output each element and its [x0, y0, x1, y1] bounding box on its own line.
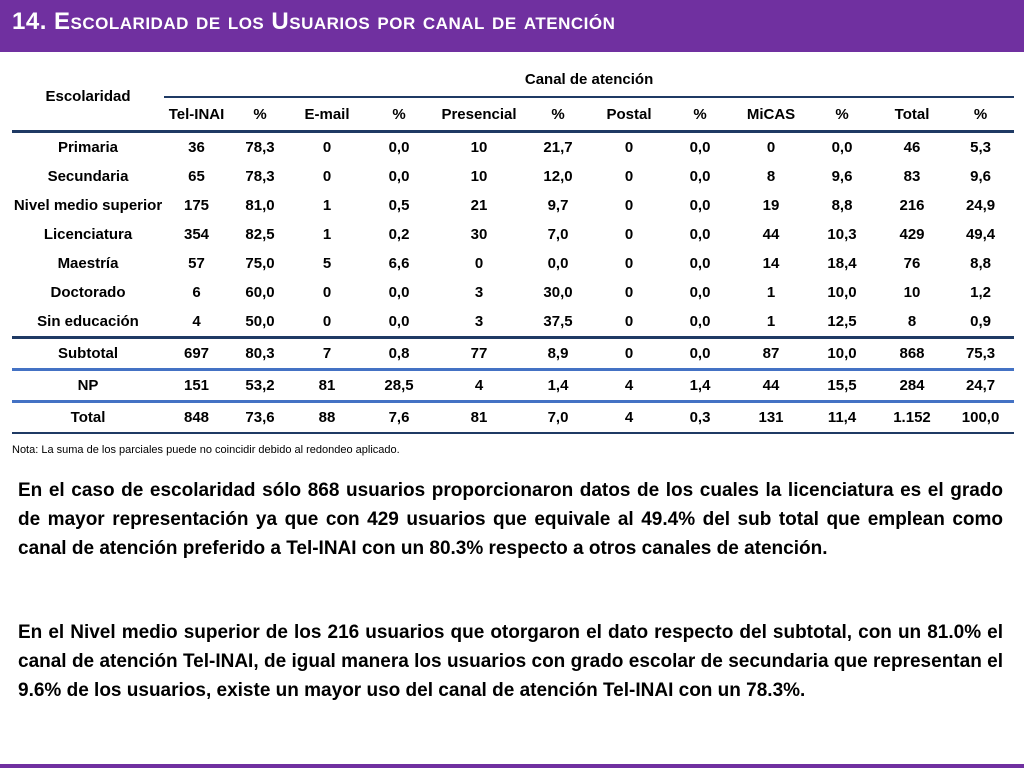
row-label: Primaria: [57, 139, 119, 156]
table-row: [12, 220, 1014, 249]
table-cell: 12,0: [543, 168, 573, 185]
table-cell: 46: [903, 139, 921, 156]
table-cell: 0: [624, 139, 634, 156]
table-cell: 6,6: [388, 255, 410, 272]
table-cell: 0: [322, 284, 332, 301]
table-row: [12, 307, 1014, 338]
table-cell: 0,0: [831, 139, 853, 156]
table-cell: 76: [903, 255, 921, 272]
table-cell: 0: [291, 307, 363, 338]
row-label: Secundaria: [47, 168, 129, 185]
column-header: %: [665, 97, 735, 132]
table-cell: 82,5: [245, 226, 275, 243]
table-cell: 0: [766, 139, 776, 156]
table-cell: 21: [470, 197, 488, 214]
table-cell: 848: [164, 402, 229, 434]
table-cell: 4: [164, 307, 229, 338]
table-cell: 9,7: [547, 197, 569, 214]
table-cell: 868: [877, 338, 947, 370]
table-cell: 0,0: [665, 307, 735, 338]
table-cell: 77: [435, 338, 523, 370]
table-cell: 24,7: [947, 370, 1014, 402]
table-cell: 0,0: [388, 168, 410, 185]
table-cell: 83: [903, 168, 921, 185]
table-row: [12, 162, 1014, 191]
table-cell: 0: [624, 226, 634, 243]
table-cell: 19: [762, 197, 780, 214]
table-cell: 36: [188, 139, 205, 156]
table-cell: 1: [766, 284, 776, 301]
row-label: Maestría: [57, 255, 119, 272]
table-cell: 57: [188, 255, 205, 272]
table-cell: 12,5: [807, 307, 877, 338]
table-cell: 37,5: [523, 307, 593, 338]
table-cell: 7,0: [547, 226, 569, 243]
table-cell: 7,0: [523, 402, 593, 434]
table-cell: 1: [322, 197, 332, 214]
table-cell: 151: [164, 370, 229, 402]
table-cell: 0,0: [363, 307, 435, 338]
table-cell: 429: [899, 226, 925, 243]
table-row: [12, 338, 1014, 370]
table-cell: 1,2: [970, 284, 991, 301]
table-cell: 100,0: [947, 402, 1014, 434]
column-header: Postal: [593, 97, 665, 132]
table-row: [12, 249, 1014, 278]
paragraph-2: En el Nivel medio superior de los 216 usuarios que otorgaron el dato respecto del subtotal, con un 81.0% el canal de atención Tel-INAI, de igual manera los usuarios con grado escolar de secundaria que representan el 9.6% de los usuarios, existe un mayor uso del canal de atención Tel-INAI con un 78.3%.: [18, 622, 1003, 701]
table-cell: 11,4: [807, 402, 877, 434]
table-cell: 10: [470, 139, 488, 156]
table-cell: 0: [322, 139, 332, 156]
table-cell: 697: [164, 338, 229, 370]
table-cell: 354: [183, 226, 210, 243]
table-cell: 14: [762, 255, 780, 272]
table-cell: 4: [593, 370, 665, 402]
table-cell: 8,8: [970, 255, 991, 272]
table-cell: 175: [183, 197, 210, 214]
table-cell: 73,6: [229, 402, 291, 434]
table-cell: 78,3: [245, 139, 275, 156]
row-label: Total: [12, 402, 164, 434]
column-header: %: [229, 97, 291, 132]
table-cell: 8,8: [831, 197, 853, 214]
paragraph-1: En el caso de escolaridad sólo 868 usuarios proporcionaron datos de los cuales la licenciatura es el grado de mayor representación ya que con 429 usuarios que equivale al 49.4% del sub total que emplean como canal de atención preferido a Tel-INAI con un 80.3% respecto a otros canales de atención.: [18, 480, 1003, 559]
table-cell: 0: [624, 255, 634, 272]
table-cell: 81,0: [245, 197, 275, 214]
schooling-table: [12, 63, 1014, 434]
table-cell: 0,0: [689, 139, 711, 156]
column-header: %: [947, 97, 1014, 132]
header-row-group: [12, 63, 1014, 97]
table-cell: 9,6: [831, 168, 853, 185]
table-cell: 0,0: [388, 284, 410, 301]
table-cell: 1: [322, 226, 332, 243]
bottom-accent-line: [0, 764, 1024, 768]
title-bar: [0, 0, 1024, 52]
column-header: E-mail: [291, 97, 363, 132]
table-cell: 30,0: [543, 284, 573, 301]
table-cell: 65: [188, 168, 205, 185]
table-cell: 0: [322, 168, 332, 185]
table-cell: 0,0: [689, 197, 711, 214]
table-cell: 6: [192, 284, 201, 301]
table-cell: 1.152: [877, 402, 947, 434]
table-cell: 10: [470, 168, 488, 185]
row-label: Licenciatura: [43, 226, 133, 243]
table-cell: 0,3: [665, 402, 735, 434]
table-cell: 44: [762, 226, 780, 243]
slide-title: 14. Escolaridad de los Usuarios por canal de atención: [12, 8, 616, 35]
table-cell: 10: [903, 284, 921, 301]
table-cell: 8,9: [523, 338, 593, 370]
table-cell: 0,0: [547, 255, 569, 272]
table-cell: 3: [435, 307, 523, 338]
row-label: Subtotal: [12, 338, 164, 370]
column-header: Total: [877, 97, 947, 132]
table-cell: 10,0: [827, 284, 857, 301]
column-header: Tel-INAI: [164, 97, 229, 132]
table-cell: 81: [435, 402, 523, 434]
table-cell: 0: [624, 168, 634, 185]
table-cell: 8: [766, 168, 776, 185]
table-cell: 4: [435, 370, 523, 402]
table-cell: 15,5: [807, 370, 877, 402]
table-cell: 24,9: [965, 197, 996, 214]
table-cell: 87: [735, 338, 807, 370]
table-row: [12, 402, 1014, 434]
table-cell: 10,3: [827, 226, 857, 243]
table-cell: 3: [474, 284, 484, 301]
table-row: [12, 132, 1014, 163]
table-cell: 30: [470, 226, 488, 243]
table-cell: 0,2: [388, 226, 410, 243]
table-row: [12, 370, 1014, 402]
table-cell: 0: [624, 284, 634, 301]
row-label: Nivel medio superior: [13, 197, 163, 214]
column-header: Presencial: [435, 97, 523, 132]
table-cell: 131: [735, 402, 807, 434]
table-cell: 78,3: [245, 168, 275, 185]
table-cell: 0,0: [689, 168, 711, 185]
table-cell: 7,6: [363, 402, 435, 434]
table-cell: 7: [291, 338, 363, 370]
row-label: Doctorado: [50, 284, 126, 301]
table-cell: 1,4: [665, 370, 735, 402]
table-cell: 0,0: [665, 338, 735, 370]
table-cell: 60,0: [245, 284, 275, 301]
table-cell: 75,0: [245, 255, 275, 272]
table-cell: 0,0: [689, 255, 711, 272]
row-label: NP: [12, 370, 164, 402]
table-cell: 0,0: [388, 139, 410, 156]
table-row: [12, 278, 1014, 307]
column-header: %: [363, 97, 435, 132]
table-row: [12, 191, 1014, 220]
table-cell: 53,2: [229, 370, 291, 402]
table-cell: 0: [593, 307, 665, 338]
table-cell: 81: [291, 370, 363, 402]
table-cell: 9,6: [970, 168, 991, 185]
table-cell: 4: [593, 402, 665, 434]
footnote: Nota: La suma de los parciales puede no coincidir debido al redondeo aplicado.: [12, 444, 400, 456]
table-cell: 284: [877, 370, 947, 402]
table-cell: 0,5: [388, 197, 410, 214]
table-cell: 1: [735, 307, 807, 338]
table-cell: 75,3: [947, 338, 1014, 370]
table-cell: 50,0: [229, 307, 291, 338]
table-cell: 28,5: [363, 370, 435, 402]
row-label: Sin educación: [12, 307, 164, 338]
table-cell: 0: [624, 197, 634, 214]
column-header: %: [807, 97, 877, 132]
corner-header: Escolaridad: [12, 63, 164, 132]
table-cell: 21,7: [543, 139, 573, 156]
table-cell: 0,8: [363, 338, 435, 370]
table-cell: 8: [877, 307, 947, 338]
column-header: MiCAS: [735, 97, 807, 132]
column-header: %: [523, 97, 593, 132]
table-cell: 10,0: [807, 338, 877, 370]
table-cell: 216: [899, 197, 925, 214]
table-cell: 0: [593, 338, 665, 370]
table-cell: 0,0: [689, 226, 711, 243]
table-cell: 0,0: [689, 284, 711, 301]
table-cell: 5: [322, 255, 332, 272]
table-cell: 49,4: [965, 226, 996, 243]
table-cell: 88: [291, 402, 363, 434]
table-cell: 5,3: [970, 139, 991, 156]
group-header: Canal de atención: [164, 63, 1014, 97]
table-cell: 18,4: [827, 255, 857, 272]
table-cell: 0: [474, 255, 484, 272]
table-cell: 1,4: [523, 370, 593, 402]
table-cell: 44: [735, 370, 807, 402]
table-cell: 80,3: [229, 338, 291, 370]
table-cell: 0,9: [947, 307, 1014, 338]
